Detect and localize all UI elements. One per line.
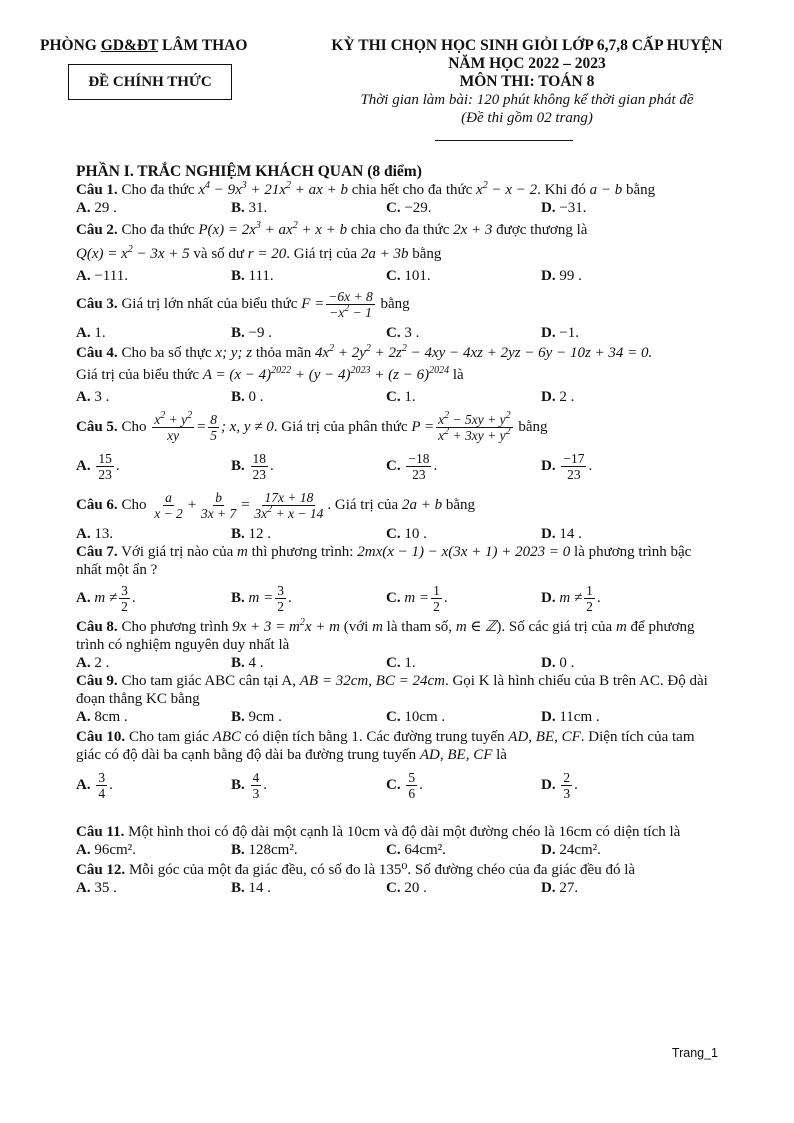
exam-title: KỲ THI CHỌN HỌC SINH GIỎI LỚP 6,7,8 CẤP HUYỆN (331, 37, 723, 54)
question-6: Câu 6. Cho $\frac{a}{x - 2}$ + $\frac{b}{3x + 7}$ = $\frac{17x + 18}{3x^2 + x - 14}$ . Giá trị của 2a + b bằng (76, 490, 475, 521)
question-2: Câu 2. Cho đa thức $P(x) = 2x^3 + ax^2 + x + b$ chia cho đa thức 2x + 3 được thương là (76, 220, 588, 238)
options-q11: A. 96cm². B. 128cm². C. 64cm². D. 24cm². (76, 842, 601, 858)
dept-suffix: LÂM THAO (158, 37, 248, 54)
options-q1: A. 29 . B. 31. C. −29. D. −31. (76, 200, 587, 216)
options-q6: A. 13. B. 12 . C. 10 . D. 14 . (76, 526, 582, 542)
options-q4: A. 3 . B. 0 . C. 1. D. 2 . (76, 389, 575, 405)
options-q7: A. m ≠ $\frac{3}{2}$ . B. m = $\frac{3}{2}$ . C. m = $\frac{1}{2}$ . D. m ≠ $\frac{1}{2}$ . (76, 583, 601, 614)
time-note: Thời gian làm bài: 120 phút không kể thời gian phát đề (360, 92, 694, 108)
question-11: Câu 11. Một hình thoi có độ dài một cạnh là 10cm và độ dài một đường chéo là 16cm có diện tích là (76, 824, 681, 840)
exam-content: PHẦN I. TRẮC NGHIỆM KHÁCH QUAN (8 điểm) Câu 1. Cho đa thức $x^4 - 9x^3 + 21x^2$ + ax + b chia hết cho đa thức $x^2 - x - 2$. Khi đó a − b bằng A. 29 . B. 31. C. −29. D. −31. Câu 2. Cho đa thức $P(x) = 2x^3 + ax^2 + x + b$ chia cho đa thức 2x + 3 được thương là $Q(x) = x^2 - 3x + 5$ và số dư r = 20. Giá trị của 2a + 3b bằng A. −111. B. 111. C. 101. D. 99 . Câu 3. Giá trị lớn nhất của biểu thức F = $\frac{-6x + 8}{-x^2 - 1}$ bằng A. 1. B. −9 . C. 3 . D. −1. Câu 4. Cho ba số thực x; y; z thỏa mãn $4x^2 + 2y^2 + 2z^2 - 4xy - 4xz + 2yz - 6y - 10z + 34 = 0$. Giá trị của biểu thức $A = (x - 4)^{2022} + (y - 4)^{2023} + (z - 6)^{2024}$ là A. 3 . B. 0 . C. 1. D. 2 . Câu 5. Cho $\frac{x^2 + y^2}{xy}$ = $\frac{8}{5}$ ; x, y ≠ 0. Giá trị của phân thức P = $\frac{x^2 - 5xy + y^2}{x^2 + 3xy + y^2}$ bằng A. $\frac{15}{23}$ . B. $\frac{18}{23}$ . C. $\frac{-18}{23}$ . D. $\frac{-17}{23}$ . Câu 6. Cho $\frac{a}{x - 2}$ + $\frac{b}{3x + 7}$ = $\frac{17x + 18}{3x^2 + x - 14}$ . Giá trị của 2a + b bằng A. 13. B. 12 . C. 10 . D. 14 . Câu 7. Với giá trị nào của m thì phương trình: 2mx(x − 1) − x(3x + 1) + 2023 = 0 là phương trình bậc nhất một ẩn ? A. m ≠ $\frac{3}{2}$ . B. m = $\frac{3}{2}$ . C. m = $\frac{1}{2}$ . D. m ≠ $\frac{1}{2}$ . Câu 8. Cho phương trình $9x + 3 = m^2x + m$ (với m là tham số, m ∈ ℤ). Số các giá trị của m để phương trình có nghiệm nguyên duy nhất là A. 2 . B. 4 . C. 1. D. 0 . Câu 9. Cho tam giác ABC cân tại A, AB = 32cm, BC = 24cm. Gọi K là hình chiếu của B trên AC. Độ dài đoạn thẳng KC bằng A. 8cm . B. 9cm . C. 10cm . D. 11cm . Câu 10. Cho tam giác ABC có diện tích bằng 1. Các đường trung tuyến AD, BE, CF. Diện tích của tam giác có độ dài ba cạnh bằng độ dài ba đường trung tuyến AD, BE, CF là A. $\frac{3}{4}$ . B. $\frac{4}{3}$ . C. $\frac{5}{6}$ . D. $\frac{2}{3}$ . Câu 11. Một hình thoi có độ dài một cạnh là 10cm và độ dài một đường chéo là 16cm có diện tích là A. 96cm². B. 128cm². C. 64cm². D. 24cm². Câu 12. Mỗi góc của một đa giác đều, có số đo là 135⁰. Số đường chéo của đa giác đều đó là A. 35 . B. 14 . C. 20 . D. 27. (76, 163, 720, 897)
pages-note: (Đề thi gồm 02 trang) (461, 110, 593, 126)
options-q5: A. $\frac{15}{23}$ . B. $\frac{18}{23}$ . C. $\frac{-18}{23}$ . D. $\frac{-17}{23}$ . (76, 451, 593, 482)
question-3: Câu 3. Giá trị lớn nhất của biểu thức F = $\frac{-6x + 8}{-x^2 - 1}$ bằng (76, 289, 410, 320)
header-divider (435, 140, 573, 141)
question-12: Câu 12. Mỗi góc của một đa giác đều, có số đo là 135⁰. Số đường chéo của đa giác đều đó là (76, 862, 636, 878)
exam-header (282, 37, 772, 127)
question-7: Câu 7. Với giá trị nào của m thì phương trình: 2mx(x − 1) − x(3x + 1) + 2023 = 0 là phương trình bậc nhất một ẩn ? (76, 544, 692, 578)
options-q9: A. 8cm . B. 9cm . C. 10cm . D. 11cm . (76, 709, 600, 725)
math-expr: $x^4 - 9x^3 + 21x^2$ + ax + b (198, 180, 348, 198)
question-4: Câu 4. Cho ba số thực x; y; z thỏa mãn $4x^2 + 2y^2 + 2z^2 - 4xy - 4xz + 2yz - 6y - 10z + 34 = 0$. (76, 343, 653, 361)
options-q12: A. 35 . B. 14 . C. 20 . D. 27. (76, 880, 579, 896)
question-5: Câu 5. Cho $\frac{x^2 + y^2}{xy}$ = $\frac{8}{5}$ ; x, y ≠ 0. Giá trị của phân thức P = $\frac{x^2 - 5xy + y^2}{x^2 + 3xy + y^2}$ bằng (76, 410, 548, 443)
options-q2: A. −111. B. 111. C. 101. D. 99 . (76, 268, 582, 284)
dept-prefix: PHÒNG (40, 37, 101, 54)
subject: MÔN THI: TOÁN 8 (459, 73, 595, 90)
school-year: NĂM HỌC 2022 – 2023 (448, 55, 606, 72)
part-title: PHẦN I. TRẮC NGHIỆM KHÁCH QUAN (8 điểm) (76, 163, 422, 180)
department-name (40, 37, 247, 55)
question-10: Câu 10. Cho tam giác ABC có diện tích bằng 1. Các đường trung tuyến AD, BE, CF. Diện tích của tam giác có độ dài ba cạnh bằng độ dài ba đường trung tuyến AD, BE, CF là (76, 729, 695, 763)
official-exam-box: ĐỀ CHÍNH THỨC (68, 64, 232, 100)
options-q3: A. 1. B. −9 . C. 3 . D. −1. (76, 325, 580, 341)
dept-underlined: GD&ĐT (100, 37, 159, 54)
question-1: Câu 1. Cho đa thức $x^4 - 9x^3 + 21x^2$ + ax + b chia hết cho đa thức $x^2 - x - 2$. Khi đó a − b bằng (76, 180, 656, 198)
options-q8: A. 2 . B. 4 . C. 1. D. 0 . (76, 655, 575, 671)
question-8: Câu 8. Cho phương trình $9x + 3 = m^2x + m$ (với m là tham số, m ∈ ℤ). Số các giá trị của m để phương trình có nghiệm nguyên duy nhất là (76, 617, 695, 653)
page-number: Trang_1 (671, 1046, 718, 1060)
question-9: Câu 9. Cho tam giác ABC cân tại A, AB = 32cm, BC = 24cm. Gọi K là hình chiếu của B trên AC. Độ dài đoạn thẳng KC bằng (76, 673, 708, 707)
options-q10: A. $\frac{3}{4}$ . B. $\frac{4}{3}$ . C. $\frac{5}{6}$ . D. $\frac{2}{3}$ . (76, 770, 578, 801)
